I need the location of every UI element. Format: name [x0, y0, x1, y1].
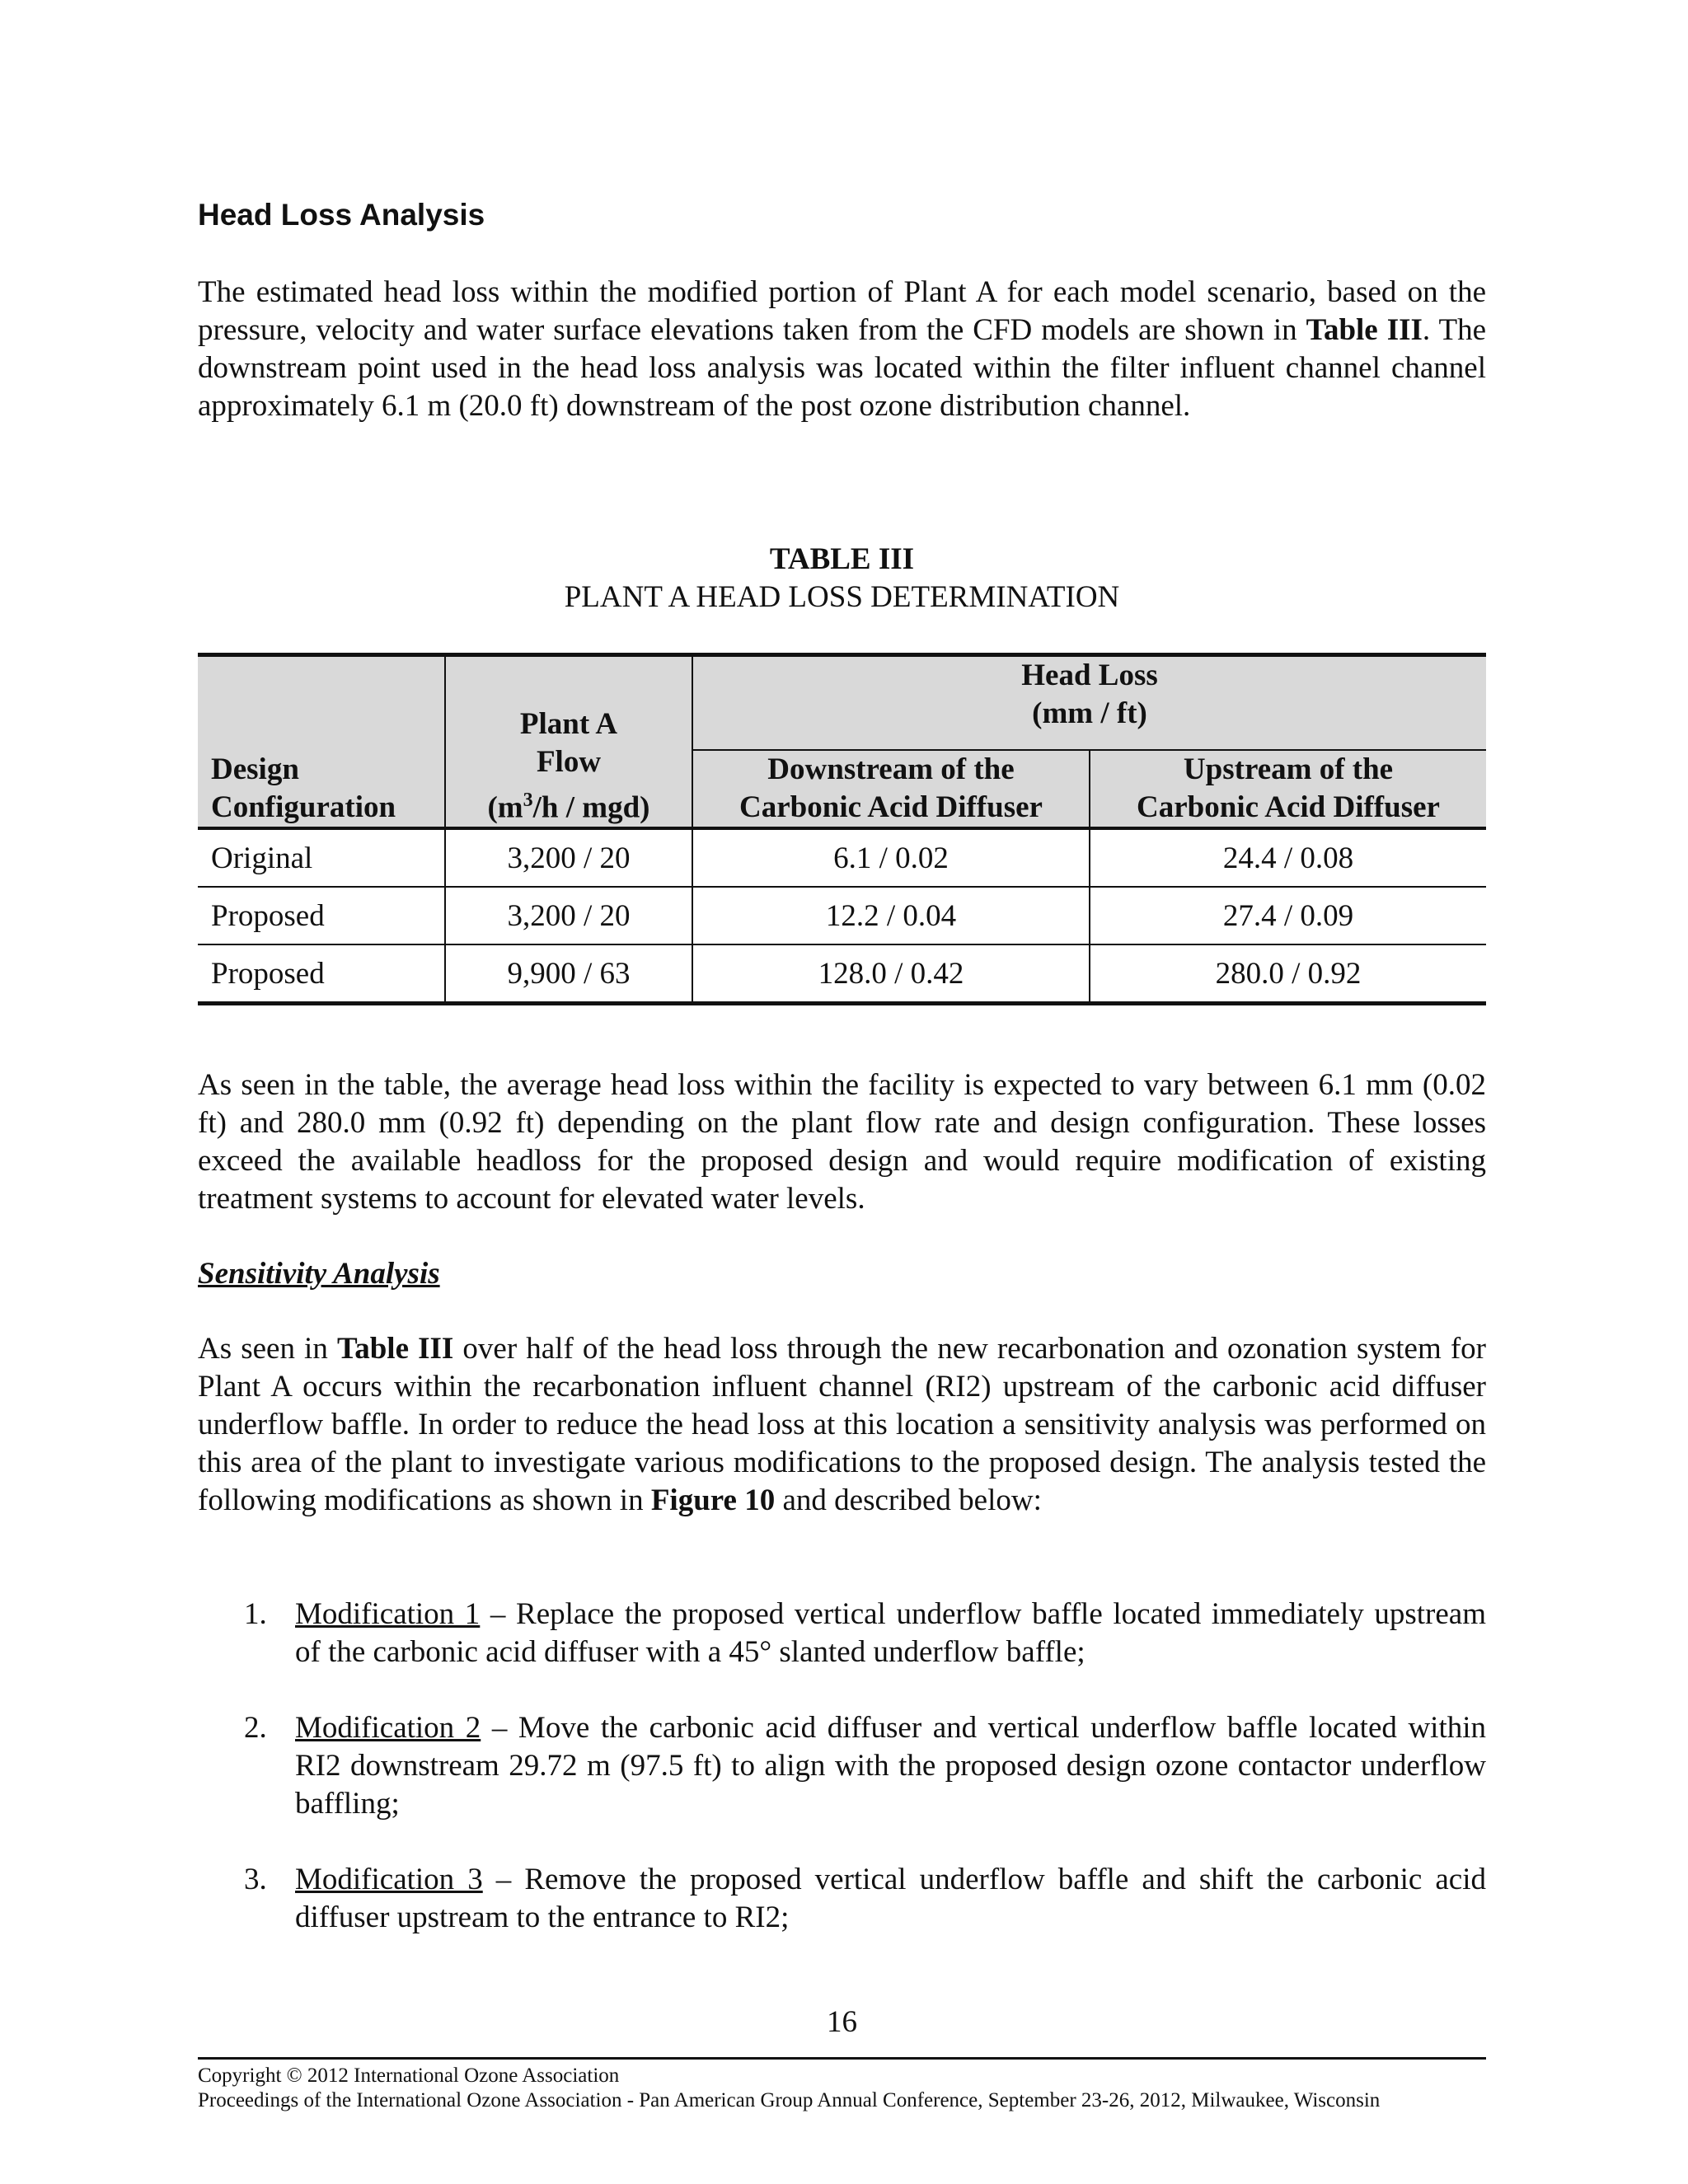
table-number: TABLE III	[769, 542, 915, 576]
paragraph-text: and described below:	[775, 1483, 1042, 1517]
paragraph-intro	[198, 274, 1486, 425]
list-text	[295, 1861, 1486, 1937]
paragraph-sensitivity	[198, 1330, 1486, 1520]
table-reference: Table III	[336, 1332, 454, 1366]
list-description: – Remove the proposed vertical underflow baffle and shift the carbonic acid diffuser upstream to the entrance to RI2;	[295, 1863, 1487, 1934]
header-text: Flow	[536, 744, 602, 779]
list-number: 1.	[244, 1597, 267, 1631]
header-text: Carbonic Acid Diffuser	[739, 790, 1043, 824]
header-unit	[452, 781, 685, 827]
header-plant-flow	[445, 655, 692, 829]
header-text: Carbonic Acid Diffuser	[1137, 790, 1440, 824]
paragraph-text: As seen in	[198, 1332, 337, 1366]
section-heading: Head Loss Analysis	[198, 198, 485, 232]
cell-downstream: 128.0 / 0.42	[692, 944, 1090, 1004]
cell-config: Original	[198, 828, 445, 887]
subsection-heading: Sensitivity Analysis	[198, 1257, 440, 1291]
header-text: Design	[211, 752, 299, 786]
header-text: Plant A	[519, 706, 618, 741]
list-description: – Replace the proposed vertical underflow baffle located immediately upstream of the carbonic acid diffuser with a 45° slanted underflow baffle;	[295, 1597, 1487, 1669]
modification-label: Modification 2	[295, 1711, 481, 1745]
page-number: 16	[827, 2005, 857, 2039]
footer-copyright: Copyright © 2012 International Ozone Association	[198, 2064, 620, 2087]
table-row	[198, 828, 1486, 887]
list-text	[295, 1709, 1486, 1823]
modification-label: Modification 3	[295, 1863, 483, 1896]
list-text	[295, 1596, 1486, 1671]
header-upstream	[1090, 750, 1486, 828]
cell-flow: 3,200 / 20	[445, 887, 692, 944]
table-header-row	[198, 655, 1486, 751]
list-description: – Move the carbonic acid diffuser and vertical underflow baffle located within RI2 downstream 29.72 m (97.5 ft) to align with the proposed design ozone contactor underflow baffling;	[295, 1711, 1487, 1821]
cell-config: Proposed	[198, 887, 445, 944]
table-reference: Table III	[1306, 313, 1423, 347]
footer-proceedings: Proceedings of the International Ozone Association - Pan American Group Annual Conference, September 23-26, 2012, Milwaukee, Wisconsin	[198, 2089, 1381, 2111]
unit-superscript: 3	[523, 789, 533, 811]
figure-reference: Figure 10	[650, 1483, 776, 1517]
paragraph-text: over half of the head loss through the new recarbonation and ozonation system for Plant A occurs within the recarbonation influent channel (RI2) upstream of the carbonic acid diffuser underflow baffle. In order to reduce the head loss at this location a sensitivity analysis was performed on this area of the plant to investigate various modifications to the proposed design. The analysis tested the following modifications as shown in	[198, 1332, 1486, 1517]
header-downstream	[692, 750, 1090, 828]
cell-config: Proposed	[198, 944, 445, 1004]
paragraph-text: The estimated head loss within the modified portion of Plant A for each model scenario, based on the pressure, velocity and water surface elevations taken from the CFD models are shown in	[198, 275, 1486, 347]
unit-text: /h / mgd)	[532, 790, 650, 824]
cell-downstream: 12.2 / 0.04	[692, 887, 1090, 944]
head-loss-table	[198, 653, 1486, 1005]
list-number: 2.	[244, 1711, 267, 1745]
paragraph-text: . The downstream point used in the head loss analysis was located within the filter influent channel channel approximately 6.1 m (20.0 ft) downstream of the post ozone distribution channel.	[198, 313, 1487, 423]
cell-upstream: 280.0 / 0.92	[1090, 944, 1486, 1004]
header-text: Head Loss	[1021, 658, 1158, 692]
header-design-configuration	[198, 655, 445, 829]
header-text: (mm / ft)	[1032, 696, 1147, 730]
table-row	[198, 887, 1486, 944]
footer-divider	[198, 2057, 1486, 2060]
header-text: Configuration	[211, 790, 396, 824]
table-row	[198, 944, 1486, 1004]
table-caption: PLANT A HEAD LOSS DETERMINATION	[564, 580, 1120, 614]
cell-flow: 3,200 / 20	[445, 828, 692, 887]
list-number: 3.	[244, 1863, 267, 1896]
unit-text: (m	[487, 790, 523, 824]
paragraph-results: As seen in the table, the average head loss within the facility is expected to vary between 6.1 mm (0.02 ft) and 280.0 mm (0.92 ft) depending on the plant flow rate and design configuration. These losses exceed the available headloss for the proposed design and would require modification of existing treatment systems to account for elevated water levels.	[198, 1068, 1486, 1216]
cell-upstream: 24.4 / 0.08	[1090, 828, 1486, 887]
modification-label: Modification 1	[295, 1597, 481, 1631]
cell-flow: 9,900 / 63	[445, 944, 692, 1004]
cell-downstream: 6.1 / 0.02	[692, 828, 1090, 887]
header-text: Downstream of the	[767, 752, 1015, 786]
header-head-loss	[692, 655, 1486, 751]
header-text: Upstream of the	[1183, 752, 1394, 786]
cell-upstream: 27.4 / 0.09	[1090, 887, 1486, 944]
